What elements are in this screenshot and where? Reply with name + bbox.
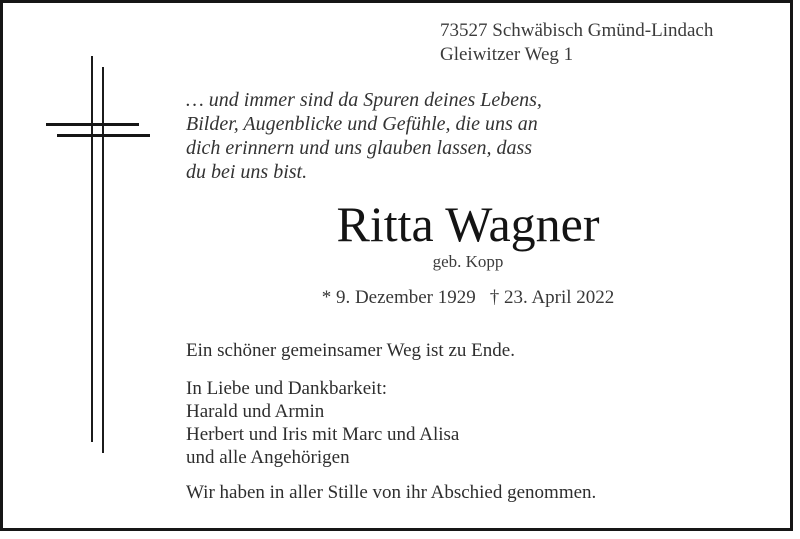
maiden-name: geb. Kopp xyxy=(432,252,504,271)
cross-vertical-line-left xyxy=(91,56,93,442)
address-block xyxy=(440,19,713,67)
gratitude-intro: In Liebe und Dankbarkeit: xyxy=(186,378,388,399)
opening-sentence: Ein schöner gemeinsamer Weg ist zu Ende. xyxy=(186,340,515,361)
verse-line-3: dich erinnern und uns glauben lassen, dass xyxy=(186,137,533,159)
mourner-line: Harald und Armin xyxy=(186,401,325,422)
verse-line-2: Bilder, Augenblicke und Gefühle, die uns an xyxy=(186,113,538,135)
address-line-2: Gleiwitzer Weg 1 xyxy=(440,44,574,65)
life-dates xyxy=(186,287,750,309)
verse-line-1: … und immer sind da Spuren deines Lebens, xyxy=(186,89,542,111)
address-line-1: 73527 Schwäbisch Gmünd-Lindach xyxy=(440,20,714,41)
mourner-line: Herbert und Iris mit Marc und Alisa xyxy=(186,424,460,445)
cross-horizontal-line-top xyxy=(46,123,139,126)
memorial-verse xyxy=(186,88,542,184)
cross-horizontal-line-bottom xyxy=(57,134,150,137)
birth-date: * 9. Dezember 1929 xyxy=(321,287,476,308)
death-date: † 23. April 2022 xyxy=(489,287,615,308)
deceased-name: Ritta Wagner xyxy=(336,196,600,252)
mourners-block xyxy=(186,377,459,469)
closing-sentence: Wir haben in aller Stille von ihr Abschied genommen. xyxy=(186,482,597,503)
verse-line-4: du bei uns bist. xyxy=(186,161,308,183)
mourner-line: und alle Angehörigen xyxy=(186,447,350,468)
